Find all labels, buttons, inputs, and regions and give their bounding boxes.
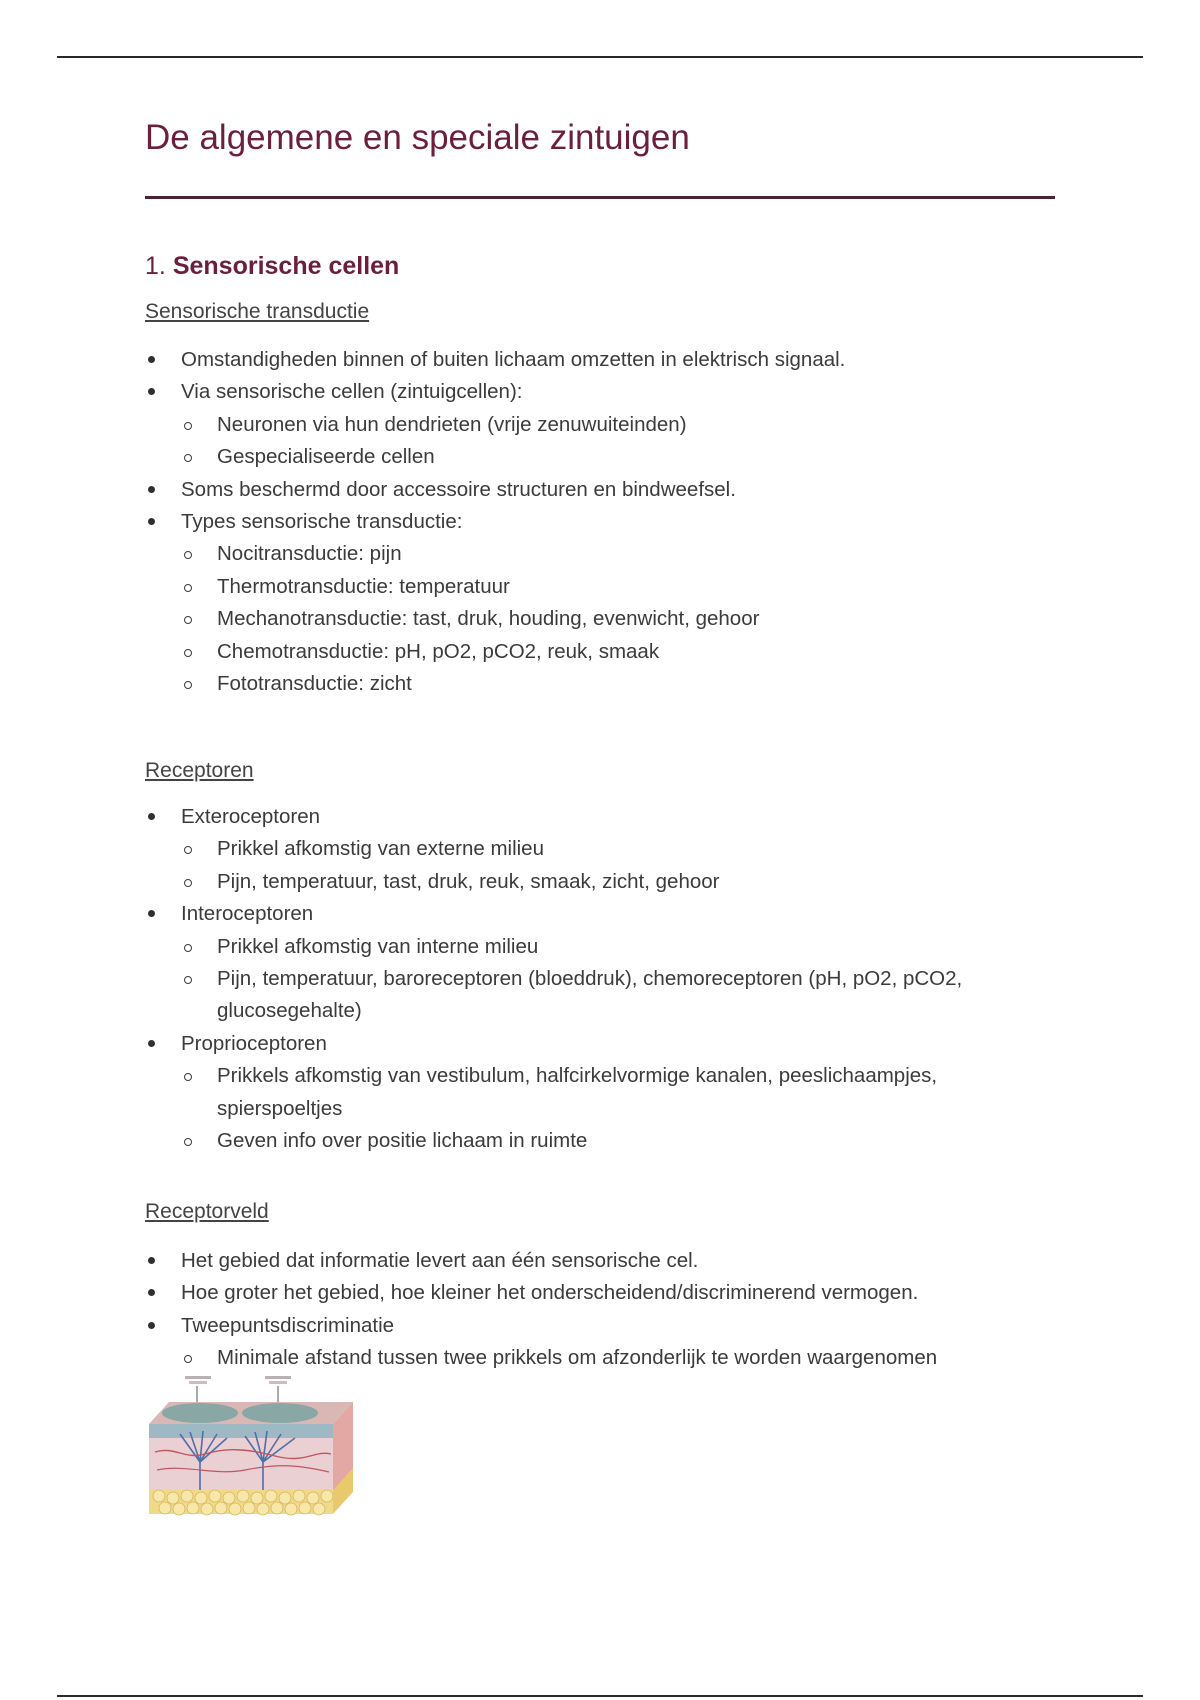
sub-list-item [145, 1125, 1055, 1157]
list-item [145, 344, 1055, 376]
skin-cross-section-diagram [145, 1374, 355, 1519]
sub-list-item-text: Prikkels afkomstig van vestibulum, halfcirkelvormige kanalen, peeslichaampjes, spierspoeltjes [217, 1064, 938, 1120]
list-item-text: Via sensorische cellen (zintuigcellen): [181, 380, 523, 404]
bullet-dot-icon [148, 518, 155, 525]
bullet-circle-icon [184, 616, 192, 624]
bullet-circle-icon [184, 879, 192, 887]
subheading-receptoren: Receptoren [145, 759, 254, 782]
sub-list-item-text: Chemotransductie: pH, pO2, pCO2, reuk, smaak [217, 639, 660, 663]
list-item [145, 376, 1055, 408]
sub-list-item [145, 668, 1055, 700]
bullet-dot-icon [148, 813, 155, 820]
subheading-sensorische-transductie: Sensorische transductie [145, 300, 370, 323]
page-bottom-rule [57, 1695, 1143, 1697]
sub-list-item [145, 963, 1055, 1028]
sub-list-item-text: Fototransductie: zicht [217, 672, 412, 696]
bullet-dot-icon [148, 1322, 155, 1329]
list-receptoren [145, 801, 1055, 1157]
list-item-text: Hoe groter het gebied, hoe kleiner het onderscheidend/discriminerend vermogen. [181, 1281, 919, 1305]
list-item [145, 801, 1055, 833]
bullet-circle-icon [184, 422, 192, 430]
bullet-circle-icon [184, 584, 192, 592]
document-title: De algemene en speciale zintuigen [145, 118, 690, 157]
bullet-circle-icon [184, 551, 192, 559]
sub-list-item [145, 636, 1055, 668]
list-item-text: Soms beschermd door accessoire structuren en bindweefsel. [181, 477, 736, 501]
list-item-text: Proprioceptoren [181, 1031, 327, 1055]
sub-list-item-text: Nocitransductie: pijn [217, 542, 402, 566]
sub-list-item-text: Pijn, temperatuur, baroreceptoren (bloeddruk), chemoreceptoren (pH, pO2, pCO2, glucosegehalte) [217, 967, 963, 1023]
sub-list-item [145, 931, 1055, 963]
list-sensorische-transductie [145, 344, 1055, 700]
list-item [145, 474, 1055, 506]
label-mark [265, 1376, 291, 1379]
bullet-circle-icon [184, 1073, 192, 1081]
page-top-rule [57, 56, 1143, 58]
bullet-dot-icon [148, 1257, 155, 1264]
bullet-circle-icon [184, 944, 192, 952]
dermis-layer [149, 1438, 333, 1490]
bullet-circle-icon [184, 976, 192, 984]
list-item [145, 1028, 1055, 1060]
label-mark [189, 1381, 207, 1384]
label-mark [269, 1381, 287, 1384]
list-item-text: Exteroceptoren [181, 805, 321, 828]
sub-list-item-text: Prikkel afkomstig van interne milieu [217, 934, 539, 958]
bullet-circle-icon [184, 649, 192, 657]
sub-list-item [145, 603, 1055, 635]
receptive-field-2 [242, 1403, 318, 1423]
section-name: Sensorische cellen [172, 252, 400, 280]
sub-list-item [145, 1060, 1055, 1125]
list-receptorveld [145, 1245, 1055, 1375]
title-underline-rule [145, 196, 1055, 199]
sub-list-item-text: Pijn, temperatuur, tast, druk, reuk, smaak, zicht, gehoor [217, 869, 720, 893]
bullet-dot-icon [148, 1040, 155, 1047]
subheading-receptorveld: Receptorveld [145, 1200, 269, 1223]
sub-list-item [145, 1342, 1055, 1374]
list-item [145, 898, 1055, 930]
sub-list-item-text: Mechanotransductie: tast, druk, houding, evenwicht, gehoor [217, 607, 760, 631]
label-mark [185, 1376, 211, 1379]
bullet-circle-icon [184, 1355, 192, 1363]
sub-list-item-text: Prikkel afkomstig van externe milieu [217, 837, 544, 861]
sub-list-item [145, 571, 1055, 603]
sub-list-item [145, 538, 1055, 570]
sub-list-item [145, 409, 1055, 441]
bullet-dot-icon [148, 356, 155, 363]
bullet-dot-icon [148, 910, 155, 917]
bullet-dot-icon [148, 1289, 155, 1296]
bullet-circle-icon [184, 454, 192, 462]
bullet-circle-icon [184, 846, 192, 854]
bullet-circle-icon [184, 681, 192, 689]
list-item [145, 1277, 1055, 1309]
receptive-field-1 [162, 1403, 238, 1423]
sub-list-item-text: Neuronen via hun dendrieten (vrije zenuwuiteinden) [217, 412, 687, 436]
list-item-text: Interoceptoren [181, 902, 314, 926]
sub-list-item-text: Thermotransductie: temperatuur [217, 574, 510, 598]
bullet-circle-icon [184, 1138, 192, 1146]
sub-list-item-text: Minimale afstand tussen twee prikkels om afzonderlijk te worden waargenomen [217, 1346, 938, 1370]
section-heading [145, 252, 399, 281]
list-item-text: Het gebied dat informatie levert aan één sensorische cel. [181, 1249, 699, 1272]
sub-list-item-text: Geven info over positie lichaam in ruimte [217, 1129, 588, 1153]
bullet-dot-icon [148, 388, 155, 395]
list-item [145, 1245, 1055, 1277]
list-item [145, 1310, 1055, 1342]
sub-list-item [145, 866, 1055, 898]
receptive-field-illustration [145, 1374, 355, 1519]
list-item-text: Omstandigheden binnen of buiten lichaam omzetten in elektrisch signaal. [181, 348, 846, 371]
list-item-text: Types sensorische transductie: [181, 510, 463, 534]
epidermis-layer [149, 1424, 333, 1438]
sub-list-item-text: Gespecialiseerde cellen [217, 445, 435, 469]
sub-list-item [145, 833, 1055, 865]
list-item-text: Tweepuntsdiscriminatie [181, 1313, 395, 1337]
section-number: 1. [145, 252, 166, 280]
sub-list-item [145, 441, 1055, 473]
bullet-dot-icon [148, 486, 155, 493]
list-item [145, 506, 1055, 538]
